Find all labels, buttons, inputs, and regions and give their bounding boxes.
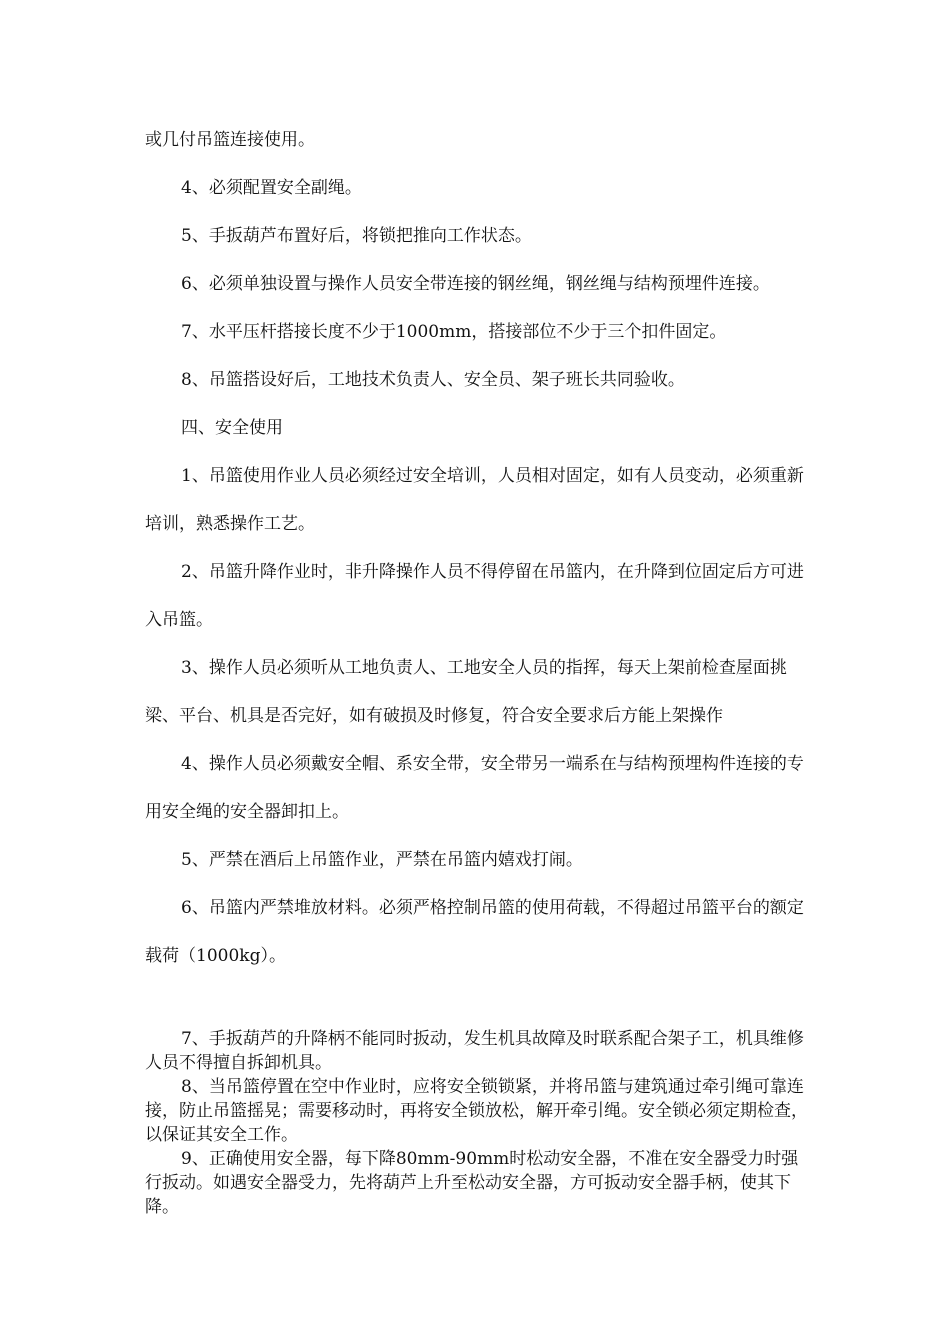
paragraph-item-4: 4、必须配置安全副绳。 [181, 178, 362, 198]
paragraph-item-5: 5、手扳葫芦布置好后，将锁把推向工作状态。 [181, 226, 532, 246]
paragraph-use-7: 7、手扳葫芦的升降柄不能同时扳动，发生机具故障及时联系配合架子工，机具维修人员不得擅自拆卸机具。 [145, 1029, 804, 1073]
paragraph-use-3: 3、操作人员必须听从工地负责人、工地安全人员的指挥，每天上架前检查屋面挑梁、平台、机具是否完好，如有破损及时修复，符合安全要求后方能上架操作 [145, 658, 787, 726]
paragraph-continuation: 或几付吊篮连接使用。 [145, 130, 315, 150]
paragraph-use-2: 2、吊篮升降作业时，非升降操作人员不得停留在吊篮内，在升降到位固定后方可进入吊篮。 [145, 562, 804, 630]
paragraph-item-6: 6、必须单独设置与操作人员安全带连接的钢丝绳，钢丝绳与结构预埋件连接。 [181, 274, 770, 294]
paragraph-use-8: 8、当吊篮停置在空中作业时，应将安全锁锁紧，并将吊篮与建筑通过牵引绳可靠连接，防止吊篮摇晃；需要移动时，再将安全锁放松，解开牵引绳。安全锁必须定期检查，以保证其安全工作。 [145, 1077, 808, 1145]
paragraph-use-1: 1、吊篮使用作业人员必须经过安全培训，人员相对固定，如有人员变动，必须重新培训，熟悉操作工艺。 [145, 466, 804, 534]
tight-paragraph-section [145, 1027, 810, 1219]
section-heading-safe-use: 四、安全使用 [181, 418, 283, 438]
paragraph-use-4: 4、操作人员必须戴安全帽、系安全带，安全带另一端系在与结构预埋构件连接的专用安全绳的安全器卸扣上。 [145, 754, 804, 822]
paragraph-use-5: 5、严禁在酒后上吊篮作业，严禁在吊篮内嬉戏打闹。 [181, 850, 583, 870]
paragraph-use-9: 9、正确使用安全器，每下降80mm-90mm时松动安全器，不准在安全器受力时强行扳动。如遇安全器受力，先将葫芦上升至松动安全器，方可扳动安全器手柄，使其下降。 [145, 1149, 799, 1217]
paragraph-item-8: 8、吊篮搭设好后，工地技术负责人、安全员、架子班长共同验收。 [181, 370, 685, 390]
paragraph-use-6: 6、吊篮内严禁堆放材料。必须严格控制吊篮的使用荷载，不得超过吊篮平台的额定载荷（1000kg）。 [145, 898, 804, 966]
loose-paragraph-section [145, 116, 810, 980]
paragraph-item-7: 7、水平压杆搭接长度不少于1000mm，搭接部位不少于三个扣件固定。 [181, 322, 727, 342]
